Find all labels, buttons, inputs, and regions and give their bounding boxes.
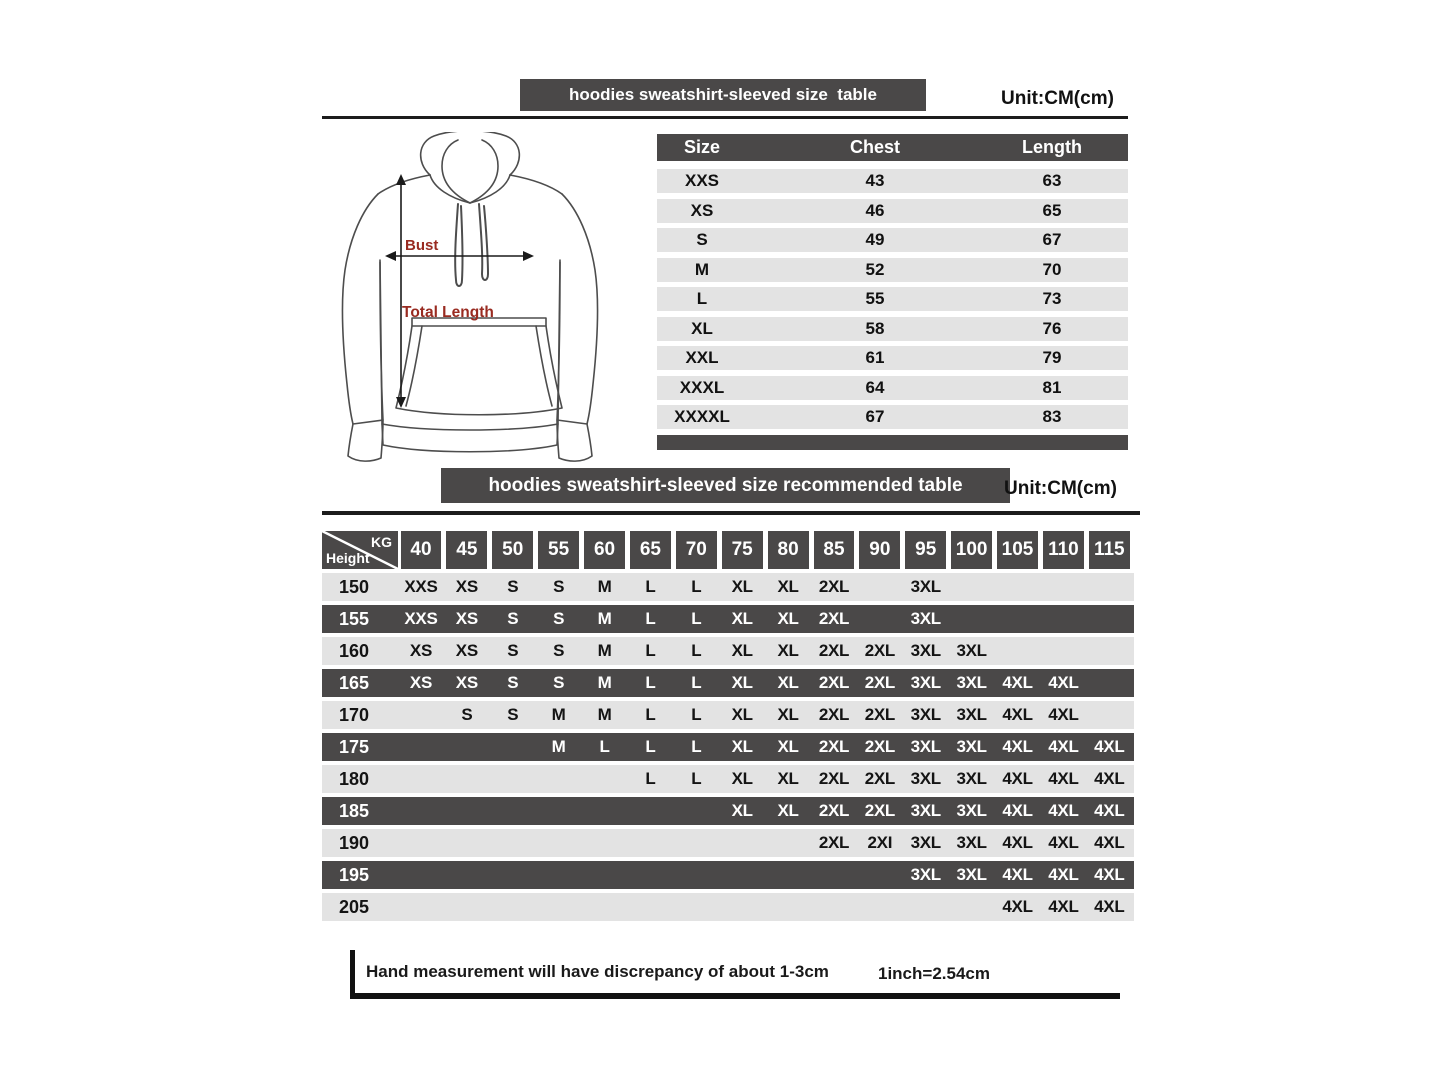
matrix-cell: 3XL (956, 737, 987, 756)
kg-column-header: 65 (627, 531, 673, 569)
matrix-cell: 3XL (910, 641, 941, 660)
height-label: 150 (338, 576, 370, 597)
matrix-cell: XL (777, 641, 799, 660)
height-label: 170 (338, 704, 370, 725)
matrix-cell: 2XL (818, 769, 850, 788)
matrix-cell: 3XL (956, 833, 987, 852)
size-table-cell: 46 (865, 200, 885, 220)
matrix-cell: 3XL (910, 769, 941, 788)
kg-column-header: 45 (444, 531, 490, 569)
kg-column-header: 55 (536, 531, 582, 569)
matrix-cell: 3XL (910, 865, 941, 884)
matrix-cell: 2XL (818, 609, 850, 628)
matrix-cell: L (691, 673, 702, 692)
recommended-size-matrix (322, 531, 1134, 921)
matrix-body (322, 573, 1134, 921)
matrix-cell: 4XL (1048, 737, 1079, 756)
kg-column-header: 70 (673, 531, 719, 569)
height-label: 165 (338, 672, 370, 693)
size-table-header-row (657, 134, 1128, 161)
matrix-cell: 3XL (956, 641, 987, 660)
matrix-cell: XL (731, 737, 753, 756)
matrix-cell: S (553, 609, 565, 628)
kg-column-header: 115 (1086, 531, 1132, 569)
matrix-cell: 3XL (910, 801, 941, 820)
matrix-cell: M (551, 705, 566, 724)
footer-underline (350, 993, 1120, 999)
matrix-cell: 4XL (1094, 801, 1125, 820)
matrix-cell: XL (731, 641, 753, 660)
matrix-cell: S (553, 641, 565, 660)
hoodie-diagram (330, 132, 645, 462)
column-header-chest: Chest (849, 137, 900, 157)
height-label: 160 (338, 640, 370, 661)
matrix-row (322, 605, 1134, 633)
matrix-cell: 4XL (1002, 737, 1033, 756)
matrix-cell: 3XL (956, 801, 987, 820)
matrix-cell: L (691, 737, 702, 756)
matrix-row (322, 829, 1134, 857)
matrix-cell: L (599, 737, 610, 756)
measurement-note: Hand measurement will have discrepancy of about 1-3cm (366, 962, 829, 981)
matrix-cell: 3XL (910, 673, 941, 692)
matrix-cell: 2XL (864, 705, 895, 724)
matrix-cell: S (507, 673, 519, 692)
matrix-cell: 4XL (1048, 897, 1079, 916)
matrix-cell: XL (777, 673, 799, 692)
size-table-body (657, 169, 1128, 429)
size-table-cell: M (694, 259, 710, 279)
matrix-cell: 4XL (1048, 705, 1079, 724)
matrix-row (322, 893, 1134, 921)
divider-line-2 (322, 511, 1140, 515)
matrix-row (322, 797, 1134, 825)
matrix-cell: L (645, 609, 656, 628)
size-table-cell: 43 (865, 171, 885, 190)
divider-line-1 (322, 116, 1128, 119)
inch-conversion-note: 1inch=2.54cm (878, 964, 990, 983)
matrix-cell: 3XL (956, 705, 987, 724)
matrix-cell: 3XL (956, 673, 987, 692)
matrix-cell: 3XL (956, 769, 987, 788)
matrix-row (322, 861, 1134, 889)
matrix-cell: XL (731, 705, 753, 724)
matrix-cell: 2XL (864, 801, 895, 820)
matrix-cell: 3XL (910, 577, 941, 596)
matrix-cell: 2XL (818, 737, 850, 756)
matrix-row (322, 701, 1134, 729)
matrix-cell: 4XL (1094, 865, 1125, 884)
matrix-cell: XL (777, 801, 799, 820)
matrix-cell: 3XL (910, 833, 941, 852)
matrix-header-row (322, 531, 1134, 569)
kg-column-header: 40 (398, 531, 444, 569)
matrix-cell: L (645, 577, 656, 596)
matrix-cell: M (551, 737, 566, 756)
matrix-cell: XL (731, 609, 753, 628)
matrix-cell: XL (777, 577, 799, 596)
size-table-cell: 76 (1042, 318, 1062, 338)
matrix-cell: XL (731, 769, 753, 788)
matrix-cell: L (691, 769, 702, 788)
unit-label-2: Unit:CM(cm) (1004, 478, 1117, 499)
matrix-cell: 2XL (818, 577, 850, 596)
matrix-cell: 4XL (1048, 833, 1079, 852)
matrix-cell: 2XL (818, 673, 850, 692)
matrix-cell: 4XL (1048, 801, 1079, 820)
matrix-row (322, 733, 1134, 761)
matrix-cell: 3XL (910, 609, 941, 628)
matrix-row (322, 637, 1134, 665)
matrix-cell: XXS (404, 577, 438, 596)
matrix-cell: 4XL (1094, 833, 1125, 852)
matrix-cell: 4XL (1048, 673, 1079, 692)
size-table-cell: 64 (865, 377, 885, 397)
height-label: 175 (338, 736, 370, 757)
size-table-cell: 49 (865, 230, 885, 249)
matrix-cell: 3XL (956, 865, 987, 884)
matrix-cell: XS (455, 641, 478, 660)
total-length-label: Total Length (402, 304, 494, 321)
matrix-cell: 4XL (1002, 833, 1033, 852)
matrix-cell: 2XI (867, 833, 893, 852)
matrix-cell: 4XL (1002, 673, 1033, 692)
kg-column-header: 110 (1040, 531, 1086, 569)
matrix-cell: 2XL (818, 705, 850, 724)
size-table-cell: 61 (865, 348, 885, 367)
size-table-cell: XL (691, 318, 713, 338)
size-table-cell: 63 (1042, 171, 1062, 190)
size-table-row (657, 287, 1128, 311)
height-corner-label: Height (326, 550, 370, 566)
matrix-cell: XXS (404, 609, 438, 628)
matrix-cell: XL (777, 769, 799, 788)
height-label: 190 (338, 832, 370, 853)
footer-vertical-bar (350, 950, 355, 998)
matrix-cell: 2XL (864, 641, 895, 660)
size-table-cell: XXXL (679, 377, 725, 397)
matrix-row (322, 669, 1134, 697)
kg-column-header: 60 (582, 531, 628, 569)
size-table-cell: 70 (1042, 259, 1062, 279)
matrix-cell: 4XL (1094, 769, 1125, 788)
height-label: 180 (338, 768, 370, 789)
size-table-row (657, 199, 1128, 223)
kg-column-header: 100 (949, 531, 995, 569)
matrix-cell: S (507, 641, 519, 660)
size-table-bottom-bar (657, 435, 1128, 450)
size-table-cell: 58 (865, 318, 885, 338)
size-table-cell: 52 (865, 259, 885, 279)
matrix-cell: 2XL (864, 769, 895, 788)
matrix-cell: S (507, 577, 519, 596)
height-label: 195 (338, 864, 370, 885)
size-table-cell: L (696, 289, 708, 308)
kg-column-header: 50 (490, 531, 536, 569)
matrix-cell: XS (455, 577, 478, 596)
kg-column-header: 95 (903, 531, 949, 569)
matrix-cell: XL (731, 577, 753, 596)
matrix-cell: XL (777, 705, 799, 724)
kg-column-header: 80 (765, 531, 811, 569)
size-table-cell: 55 (865, 289, 885, 308)
height-label: 185 (338, 800, 370, 821)
matrix-cell: 3XL (910, 705, 941, 724)
matrix-cell: 4XL (1002, 865, 1033, 884)
matrix-cell: L (691, 641, 702, 660)
kg-column-header: 105 (995, 531, 1041, 569)
matrix-cell: M (597, 705, 612, 724)
matrix-row (322, 573, 1134, 601)
size-table-cell: XXL (685, 348, 719, 367)
size-table-cell: S (696, 230, 708, 249)
recommended-table-title: hoodies sweatshirt-sleeved size recommended table (441, 468, 1010, 503)
kg-height-corner-cell (322, 531, 398, 569)
matrix-cell: M (597, 609, 612, 628)
matrix-cell: XS (455, 609, 478, 628)
matrix-cell: 2XL (818, 833, 850, 852)
matrix-cell: S (461, 705, 473, 724)
matrix-cell: 4XL (1094, 897, 1125, 916)
matrix-cell: 4XL (1002, 897, 1033, 916)
matrix-cell: 4XL (1002, 801, 1033, 820)
matrix-cell: 4XL (1048, 865, 1079, 884)
matrix-cell: XL (777, 737, 799, 756)
matrix-cell: L (691, 705, 702, 724)
size-table-cell: 81 (1042, 377, 1062, 397)
bust-label: Bust (405, 237, 439, 254)
kg-corner-label: KG (371, 534, 392, 550)
size-table-row (657, 405, 1128, 429)
matrix-cell: XS (409, 673, 432, 692)
size-table-row (657, 228, 1128, 252)
kg-column-header: 85 (811, 531, 857, 569)
matrix-cell: 2XL (818, 801, 850, 820)
size-table-row (657, 169, 1128, 193)
size-table-row (657, 317, 1128, 341)
unit-label-1: Unit:CM(cm) (1001, 88, 1114, 109)
column-header-length: Length (1022, 137, 1082, 157)
matrix-cell: 2XL (864, 673, 895, 692)
matrix-cell: XL (731, 673, 753, 692)
size-table-cell: 67 (1042, 230, 1062, 249)
matrix-cell: L (645, 737, 656, 756)
matrix-cell: S (553, 577, 565, 596)
matrix-cell: XS (455, 673, 478, 692)
matrix-cell: 2XL (818, 641, 850, 660)
size-table-row (657, 258, 1128, 282)
matrix-cell: S (507, 609, 519, 628)
matrix-cell: S (553, 673, 565, 692)
height-label: 205 (338, 896, 370, 917)
matrix-cell: L (645, 673, 656, 692)
matrix-kg-header (398, 531, 1132, 569)
column-header-size: Size (683, 137, 721, 157)
matrix-cell: 4XL (1002, 769, 1033, 788)
matrix-cell: L (645, 705, 656, 724)
size-table-row (657, 346, 1128, 370)
matrix-cell: L (691, 609, 702, 628)
size-table-cell: XS (690, 200, 714, 220)
matrix-cell: 2XL (864, 737, 895, 756)
size-table-title: hoodies sweatshirt-sleeved size table (520, 79, 926, 111)
matrix-cell: 4XL (1048, 769, 1079, 788)
matrix-cell: S (507, 705, 519, 724)
matrix-cell: 3XL (910, 737, 941, 756)
size-table (657, 134, 1128, 450)
size-table-cell: 73 (1042, 289, 1062, 308)
matrix-cell: M (597, 641, 612, 660)
size-table-cell: 79 (1042, 348, 1062, 367)
matrix-cell: 4XL (1094, 737, 1125, 756)
matrix-cell: XL (731, 801, 753, 820)
matrix-row (322, 765, 1134, 793)
matrix-cell: M (597, 673, 612, 692)
size-table-cell: XXS (684, 171, 720, 190)
size-table-cell: 65 (1042, 200, 1062, 220)
matrix-cell: L (645, 769, 656, 788)
matrix-cell: L (645, 641, 656, 660)
height-label: 155 (338, 608, 370, 629)
kg-column-header: 90 (857, 531, 903, 569)
kg-column-header: 75 (719, 531, 765, 569)
size-table-row (657, 376, 1128, 400)
size-table-cell: 67 (865, 407, 885, 426)
size-table-cell: 83 (1042, 407, 1062, 426)
matrix-cell: 4XL (1002, 705, 1033, 724)
size-table-cell: XXXXL (674, 407, 730, 426)
matrix-cell: XL (777, 609, 799, 628)
matrix-cell: L (691, 577, 702, 596)
matrix-cell: M (597, 577, 612, 596)
matrix-cell: XS (409, 641, 432, 660)
